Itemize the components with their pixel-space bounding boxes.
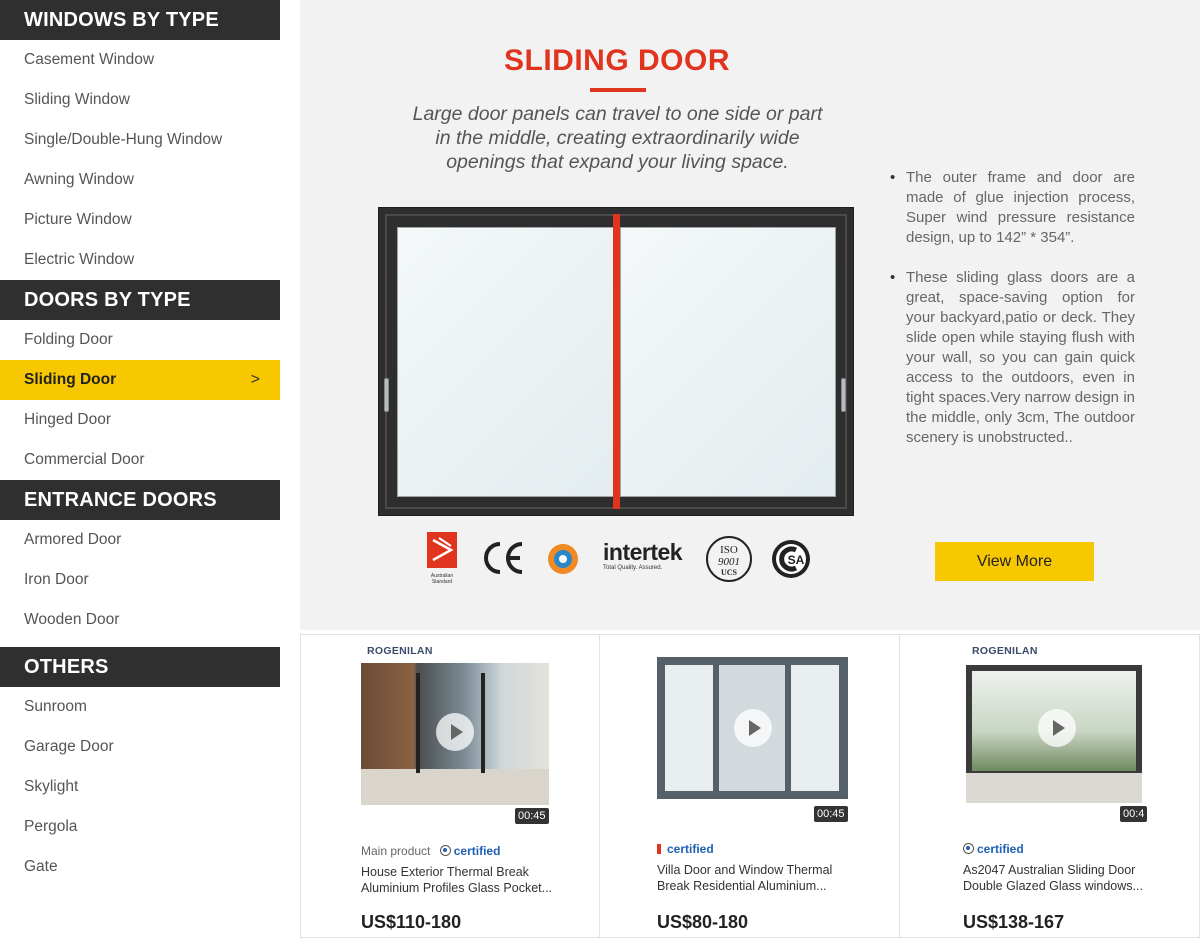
product-title-line: Aluminium Profiles Glass Pocket...: [361, 881, 553, 895]
feature-item: • These sliding glass doors are a great, space-saving option for your backyard,patio or deck. They slide open while staying flush with your wall, so you can gain quick access to the outdoors, even in tight spaces.Very narrow design in the middle, only 3cm, The outdoor scenery is unobstructed..: [890, 268, 1135, 448]
product-title-line: Villa Door and Window Thermal: [657, 863, 833, 877]
sidebar-item-awning-window[interactable]: Awning Window: [24, 171, 134, 188]
hero-section: [300, 0, 1200, 630]
product-video-thumbnail[interactable]: [657, 657, 848, 799]
section-heading-entrance-doors: ENTRANCE DOORS: [0, 480, 280, 520]
video-duration: 00:45: [515, 808, 549, 824]
csa-logo: [770, 538, 812, 580]
product-video-thumbnail[interactable]: [361, 663, 549, 805]
door-frame-shape: [481, 673, 485, 773]
product-title[interactable]: [657, 862, 852, 894]
certified-label: certified: [453, 844, 501, 858]
brand-logo: ROGENILAN: [367, 645, 433, 657]
certified-icon: [440, 845, 451, 856]
sidebar-item-hinged-door[interactable]: Hinged Door: [24, 411, 112, 428]
hero-subtitle: [385, 102, 850, 174]
page-title: SLIDING DOOR: [503, 44, 730, 77]
certified-label: certified: [667, 842, 714, 856]
product-price: US$138-167: [963, 912, 1065, 932]
product-card[interactable]: [300, 634, 600, 938]
product-meta: [963, 842, 1024, 856]
title-underline: [590, 88, 646, 92]
ucs-label: UCS: [720, 568, 737, 577]
sidebar-item-sliding-window[interactable]: Sliding Window: [24, 91, 130, 108]
sidebar-item-electric-window[interactable]: Electric Window: [24, 251, 135, 268]
intertek-wordmark: intertek: [603, 539, 683, 565]
australian-standard-logo: [425, 530, 461, 586]
chevron-right-icon: >: [250, 371, 260, 388]
product-meta: [657, 842, 714, 856]
product-title-line: Break Residential Aluminium...: [657, 879, 827, 893]
main-product-label: Main product: [361, 844, 431, 858]
sidebar-item-folding-door[interactable]: Folding Door: [24, 331, 113, 348]
intertek-logo: [603, 540, 682, 571]
product-price: US$80-180: [657, 912, 749, 932]
sidebar-item-casement-window[interactable]: Casement Window: [24, 51, 155, 68]
section-heading-doors: DOORS BY TYPE: [0, 280, 280, 320]
certification-logos: [420, 530, 820, 590]
floor-shape: [966, 773, 1142, 803]
view-more-button[interactable]: View More: [935, 542, 1094, 581]
flag-icon: [657, 844, 661, 854]
product-carousel: [300, 634, 1200, 938]
video-duration: 00:45: [814, 806, 848, 822]
certified-icon: [963, 843, 974, 854]
sidebar-item-picture-window[interactable]: Picture Window: [24, 211, 132, 228]
product-title-line: Double Glazed Glass windows...: [963, 879, 1143, 893]
brand-logo: ROGENILAN: [972, 645, 1038, 657]
iso-9001-logo: [706, 536, 752, 582]
subtitle-line: in the middle, creating extraordinarily wide: [435, 127, 800, 149]
certified-badge: [440, 844, 501, 858]
door-frame-shape: [416, 673, 420, 773]
subtitle-line: openings that expand your living space.: [446, 151, 789, 173]
intertek-tagline: Total Quality. Assured.: [603, 565, 663, 571]
sidebar-item-pergola[interactable]: Pergola: [24, 818, 78, 835]
subtitle-line: Large door panels can travel to one side or part: [412, 103, 823, 125]
svg-text:Standard: Standard: [431, 579, 453, 585]
feature-list: [890, 168, 1135, 468]
csa-letters: SA: [787, 553, 805, 567]
sidebar-item-sliding-door[interactable]: [0, 360, 280, 400]
product-title-line: House Exterior Thermal Break: [361, 865, 529, 879]
sidebar-item-iron-door[interactable]: Iron Door: [24, 571, 89, 588]
product-meta: [361, 844, 500, 858]
play-icon[interactable]: [1038, 709, 1076, 747]
sidebar-item-garage-door[interactable]: Garage Door: [24, 738, 114, 755]
feature-item: • The outer frame and door are made of glue injection process, Super wind pressure resistance design, up to 142” * 354”.: [890, 168, 1135, 248]
energy-rating-logo: [546, 542, 580, 576]
ce-mark-logo: [480, 540, 526, 576]
section-heading-others: OTHERS: [0, 647, 280, 687]
svg-text:Australian: Australian: [430, 573, 454, 579]
sidebar-item-commercial-door[interactable]: Commercial Door: [24, 451, 145, 468]
video-duration: 00:4: [1120, 806, 1147, 822]
sidebar-item-sunroom[interactable]: Sunroom: [24, 698, 87, 715]
floor-shape: [361, 769, 549, 805]
product-card[interactable]: [899, 634, 1200, 938]
category-sidebar: [0, 0, 280, 938]
play-icon[interactable]: [436, 713, 474, 751]
sidebar-item-gate[interactable]: Gate: [24, 858, 58, 875]
sidebar-item-label: Sliding Door: [24, 371, 117, 388]
product-video-thumbnail[interactable]: [966, 665, 1142, 803]
play-icon[interactable]: [734, 709, 772, 747]
glass-panel-shape: [791, 665, 839, 791]
product-title[interactable]: [361, 864, 556, 896]
glass-panel-shape: [665, 665, 713, 791]
glass-pane-right: [620, 227, 836, 497]
door-handle-left: [384, 378, 389, 412]
product-title-line: As2047 Australian Sliding Door: [963, 863, 1136, 877]
glass-pane-left: [397, 227, 614, 497]
section-heading-windows: WINDOWS BY TYPE: [0, 0, 280, 40]
sidebar-item-skylight[interactable]: Skylight: [24, 778, 79, 795]
iso-number: 9001: [718, 556, 740, 568]
sidebar-item-armored-door[interactable]: Armored Door: [24, 531, 122, 548]
product-card[interactable]: [599, 634, 900, 938]
sidebar-item-wooden-door[interactable]: Wooden Door: [24, 611, 120, 628]
certified-label: certified: [977, 842, 1024, 856]
product-title[interactable]: [963, 862, 1158, 894]
sliding-door-illustration: [378, 207, 854, 516]
door-handle-right: [841, 378, 846, 412]
iso-label: ISO: [720, 544, 738, 556]
product-price: US$110-180: [361, 912, 462, 932]
sidebar-item-single-double-hung-window[interactable]: Single/Double-Hung Window: [24, 131, 223, 148]
center-mullion: [613, 214, 620, 509]
